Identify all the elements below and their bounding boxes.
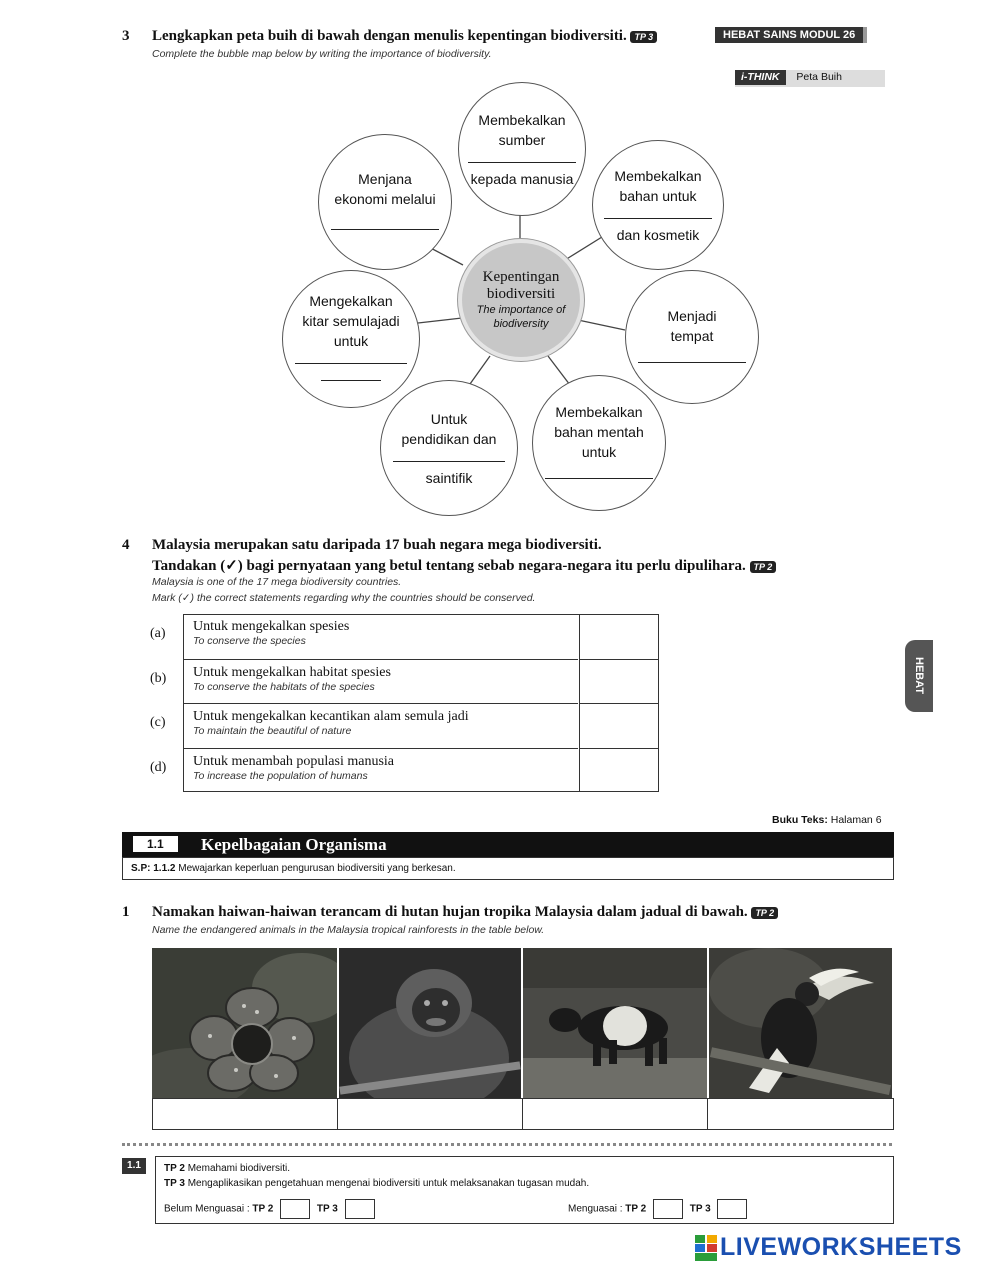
bubble-bottom-right: [532, 375, 666, 511]
q4-statement-text: Untuk menambah populasi manusia: [193, 753, 395, 769]
answer-blank[interactable]: [545, 468, 653, 479]
q4-statement-text: Untuk mengekalkan habitat spesies: [193, 664, 391, 680]
answer-blank[interactable]: [321, 370, 381, 381]
q4-statement-en: To conserve the species: [193, 635, 306, 647]
q4-row-label: (c): [150, 715, 166, 730]
q4-tp-badge: TP 2: [750, 561, 777, 573]
belum-row: [164, 1199, 379, 1219]
menguasai-tp2: TP 2: [625, 1203, 647, 1215]
q1-subtitle: Name the endangered animals in the Malaysia tropical rainforests in the table below.: [152, 924, 545, 936]
tp3-text: Mengaplikasikan pengetahuan mengenai biodiversiti untuk melaksanakan tugasan mudah.: [187, 1178, 590, 1189]
side-tab: HEBAT: [905, 640, 933, 712]
dotted-divider: [122, 1143, 892, 1146]
textbook-page: Halaman 6: [830, 814, 882, 826]
textbook-label: Buku Teks:: [772, 814, 828, 826]
sp-row: [122, 857, 894, 880]
q4-tick-box[interactable]: [579, 659, 659, 704]
bubble-top: [458, 82, 586, 216]
connector-line: [470, 356, 490, 384]
center-title-1: Kepentingan: [482, 269, 560, 285]
q4-tick-box[interactable]: [579, 748, 659, 793]
bubble-text: untuk: [581, 443, 617, 460]
bubble-right: [625, 270, 759, 404]
bubble-top-left: [318, 134, 452, 270]
bubble-text: saintifik: [425, 469, 473, 486]
belum-tp2: TP 2: [252, 1203, 274, 1215]
answer-blank[interactable]: [468, 152, 576, 163]
menguasai-label: Menguasai :: [568, 1203, 623, 1215]
watermark-text: LIVEWORKSHEETS: [720, 1233, 962, 1261]
q4-statement-en: To maintain the beautiful of nature: [193, 725, 352, 737]
photo-rafflesia: [152, 948, 337, 1098]
q3-subtitle: Complete the bubble map below by writing the importance of biodiversity.: [152, 48, 492, 60]
section-title: Kepelbagaian Organisma: [201, 835, 387, 854]
menguasai-tp3: TP 3: [689, 1203, 711, 1215]
tp3-label: TP 3: [164, 1178, 185, 1189]
bubble-text: tempat: [670, 327, 714, 344]
answer-blank[interactable]: [638, 352, 746, 363]
module-badge: HEBAT SAINS MODUL 26: [715, 27, 867, 43]
tp2-row: [164, 1163, 290, 1174]
answer-box-1[interactable]: [152, 1098, 339, 1130]
belum-label: Belum Menguasai :: [164, 1203, 250, 1215]
answer-blank[interactable]: [295, 353, 407, 364]
menguasai-tp3-box[interactable]: [717, 1199, 747, 1219]
answer-box-2[interactable]: [337, 1098, 524, 1130]
center-title-2: biodiversiti: [486, 286, 556, 302]
q4-row-label: (a): [150, 626, 166, 641]
answer-blank[interactable]: [393, 451, 505, 462]
photo-orangutan: [339, 948, 521, 1098]
q4-number: 4: [122, 537, 130, 553]
photo-tapir: [523, 948, 707, 1098]
sp-text: Mewajarkan keperluan pengurusan biodiversiti yang berkesan.: [178, 863, 456, 874]
ithink-text: i-THINK: [735, 70, 786, 85]
bubble-text: untuk: [333, 333, 369, 349]
rafflesia-illustration: [152, 948, 337, 1098]
q4-tick-box[interactable]: [579, 614, 659, 659]
q1-text: [152, 904, 778, 921]
q4-statement-en: To increase the population of humans: [193, 769, 368, 782]
section-header: [122, 832, 894, 858]
q1-number: 1: [122, 904, 130, 920]
sp-label: S.P: 1.1.2: [131, 863, 176, 874]
watermark: [695, 1233, 962, 1262]
tp3-row: [164, 1178, 589, 1189]
q1-text-content: Namakan haiwan-haiwan terancam di hutan hujan tropika Malaysia dalam jadual di bawah.: [152, 904, 748, 920]
bubble-top-right: [592, 140, 724, 270]
menguasai-tp2-box[interactable]: [653, 1199, 683, 1219]
tp2-text: Memahami biodiversiti.: [187, 1163, 290, 1174]
q4-tick-box[interactable]: [579, 703, 659, 748]
tapir-illustration: [523, 948, 707, 1098]
bubble-text: ekonomi melalui: [334, 190, 436, 207]
q3-text-content: Lengkapkan peta buih di bawah dengan menulis kepentingan biodiversiti.: [152, 28, 627, 44]
menguasai-row: [568, 1199, 751, 1219]
bubble-text: bahan untuk: [619, 187, 697, 204]
q4-statement-cell: [183, 703, 578, 748]
map-type: Peta Buih: [796, 71, 842, 83]
q4-line2-text: Tandakan (✓) bagi pernyataan yang betul tentang sebab negara-negara itu perlu dipulihara.: [152, 558, 746, 574]
liveworksheets-logo-icon: [695, 1235, 717, 1261]
belum-tp2-box[interactable]: [280, 1199, 310, 1219]
bubble-text: pendidikan dan: [401, 430, 497, 447]
q4-statement-cell: [183, 659, 578, 704]
answer-box-3[interactable]: [522, 1098, 709, 1130]
bubble-text: sumber: [498, 131, 546, 148]
bubble-text: kepada manusia: [470, 170, 574, 187]
belum-tp3: TP 3: [316, 1203, 338, 1215]
photo-hornbill: [709, 948, 892, 1098]
center-en-2: biodiversity: [493, 318, 549, 330]
q3-number: 3: [122, 28, 130, 44]
bubble-left: [282, 270, 420, 408]
center-en-1: The importance of: [476, 304, 566, 316]
bubble-text: Menjana: [358, 170, 412, 187]
connector-line: [418, 318, 462, 323]
q3-tp-badge: TP 3: [630, 31, 657, 43]
hornbill-illustration: [709, 948, 892, 1098]
belum-tp3-box[interactable]: [345, 1199, 375, 1219]
footer-number: 1.1: [122, 1158, 146, 1174]
bubble-center: [458, 239, 584, 361]
bubble-text: Menjadi: [667, 307, 717, 324]
bubble-text: Mengekalkan: [309, 293, 393, 309]
connector-line: [548, 356, 570, 385]
mastery-box: [155, 1156, 894, 1224]
q4-line2: [152, 556, 776, 575]
q1-tp-badge: TP 2: [751, 907, 778, 919]
bubble-text: Membekalkan: [555, 403, 643, 420]
bubble-text: Membekalkan: [478, 111, 566, 128]
orangutan-illustration: [339, 948, 521, 1098]
bubble-text: Untuk: [430, 410, 468, 427]
answer-box-4[interactable]: [707, 1098, 894, 1130]
q4-statement-en: To conserve the habitats of the species: [193, 680, 375, 693]
q4-sub2: Mark (✓) the correct statements regarding why the countries should be conserved.: [152, 592, 536, 604]
bubble-text: kitar semulajadi: [302, 313, 400, 329]
answer-blank[interactable]: [331, 219, 439, 230]
bubble-text: dan kosmetik: [616, 226, 700, 243]
tp2-label: TP 2: [164, 1163, 185, 1174]
q4-statement-cell: [183, 748, 578, 793]
q4-statement-cell: [183, 614, 578, 659]
bubble-text: bahan mentah: [554, 423, 644, 440]
q4-row-label: (b): [150, 670, 167, 686]
q4-sub1: Malaysia is one of the 17 mega biodiversity countries.: [152, 576, 402, 588]
q4-line1: Malaysia merupakan satu daripada 17 buah negara mega biodiversiti.: [152, 537, 602, 553]
q4-statement-text: Untuk mengekalkan spesies: [193, 619, 350, 634]
q4-row-label: (d): [150, 759, 167, 775]
bubble-bottom-left: [380, 380, 518, 516]
q4-statement-text: Untuk mengekalkan kecantikan alam semula jadi: [193, 709, 469, 724]
answer-blank[interactable]: [604, 208, 712, 219]
bubble-text: Membekalkan: [614, 167, 702, 184]
textbook-ref: [772, 814, 882, 826]
connector-line: [578, 320, 625, 330]
section-number: 1.1: [133, 836, 178, 852]
